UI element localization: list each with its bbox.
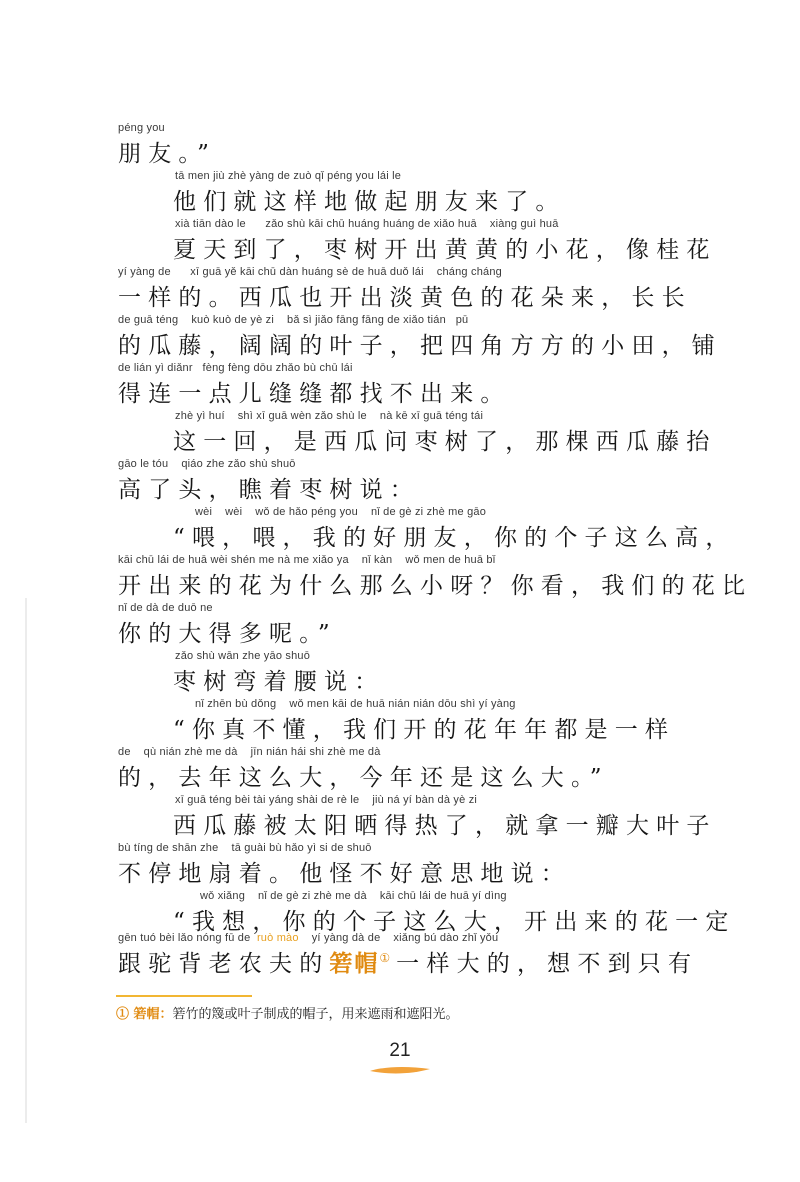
pinyin-row: de lián yì diǎnr fèng fèng dōu zhǎo bù chū lái <box>118 362 353 374</box>
pinyin-row <box>118 932 498 944</box>
hanzi-row: 他们就这样地做起朋友来了。 <box>173 189 566 215</box>
footnote-mark: ① 箬帽： <box>116 1007 173 1022</box>
pinyin-segment: yí yàng dà de xiǎng bú dào zhǐ yǒu <box>311 932 499 944</box>
pinyin-row: wǒ xiǎng nǐ de gè zi zhè me dà kāi chū lái de huā yí dìng <box>200 890 507 902</box>
pinyin-row: nǐ de dà de duō ne <box>118 602 213 614</box>
hanzi-row: 枣树弯着腰说： <box>173 669 385 695</box>
pinyin-row: péng you <box>118 122 165 134</box>
pinyin-row: xī guā téng bèi tài yáng shài de rè le jiù ná yí bàn dà yè zi <box>175 794 478 806</box>
hanzi-row: 西瓜藤被太阳晒得热了，就拿一瓣大叶子 <box>173 813 717 839</box>
footnote-rule <box>116 995 252 997</box>
pinyin-row: de guā téng kuò kuò de yè zi bǎ sì jiǎo fāng fāng de xiǎo tián pū <box>118 314 469 326</box>
pinyin-row: zǎo shù wān zhe yāo shuō <box>175 650 311 662</box>
hanzi-row: 一样的。西瓜也开出淡黄色的花朵来，长长 <box>118 285 692 311</box>
margin-line <box>25 598 27 1123</box>
pinyin-row: nǐ zhēn bù dǒng wǒ men kāi de huā nián nián dōu shì yí yàng <box>195 698 516 710</box>
pinyin-row: kāi chū lái de huā wèi shén me nà me xiǎo ya nǐ kàn wǒ men de huā bǐ <box>118 554 496 566</box>
hanzi-row: 朋友。” <box>118 141 217 167</box>
hanzi-row: 夏天到了，枣树开出黄黄的小花，像桂花 <box>173 237 717 263</box>
pinyin-row: bù tíng de shān zhe tā guài bù hǎo yì si de shuō <box>118 842 372 854</box>
hanzi-segment: 跟驼背老农夫的 <box>118 951 330 977</box>
pinyin-row: xià tiān dào le zǎo shù kāi chū huáng huáng de xiǎo huā xiàng guì huā <box>175 218 559 230</box>
hanzi-row: 开出来的花为什么那么小呀？你看，我们的花比 <box>118 573 753 599</box>
hanzi-row: 得连一点儿缝缝都找不出来。 <box>118 381 511 407</box>
pinyin-row: de qù nián zhè me dà jīn nián hái shi zhè me dà <box>118 746 381 758</box>
annotated-word: 箬帽 <box>329 950 380 977</box>
hanzi-segment: 一样大的，想不到只有 <box>396 951 699 977</box>
pinyin-row: wèi wèi wǒ de hǎo péng you nǐ de gè zi zhè me gāo <box>195 506 487 518</box>
hanzi-row: “喂，喂，我的好朋友，你的个子这么高， <box>173 525 736 551</box>
pinyin-row: gāo le tóu qiáo zhe zǎo shù shuō <box>118 458 296 470</box>
footnote-text: 箬竹的篾或叶子制成的帽子，用来遮雨和遮阳光。 <box>172 1007 459 1022</box>
hanzi-row: 高了头，瞧着枣树说： <box>118 477 420 503</box>
hanzi-row: 你的大得多呢。” <box>118 621 337 647</box>
pinyin-row: tā men jiù zhè yàng de zuò qǐ péng you lái le <box>175 170 402 182</box>
pinyin-highlight: ruò mào <box>256 932 299 944</box>
pinyin-row: yí yàng de xī guā yě kāi chū dàn huáng sè de huā duǒ lái cháng cháng <box>118 266 502 278</box>
page-number: 21 <box>389 1040 411 1061</box>
hanzi-row: “我想，你的个子这么大，开出来的花一定 <box>173 909 736 935</box>
hanzi-row: 这一回，是西瓜问枣树了，那棵西瓜藤抬 <box>173 429 717 455</box>
hanzi-row: “你真不懂，我们开的花年年都是一样 <box>173 717 676 743</box>
page-swoosh-icon <box>368 1063 432 1077</box>
hanzi-row: 的瓜藤，阔阔的叶子，把四角方方的小田，铺 <box>118 333 722 359</box>
pinyin-row: zhè yì huí shì xī guā wèn zǎo shù le nà kē xī guā téng tái <box>175 410 484 422</box>
hanzi-row: 不停地扇着。他怪不好意思地说： <box>118 861 571 887</box>
footnote-ref: ① <box>379 951 391 966</box>
hanzi-row <box>118 945 698 978</box>
footnote <box>116 1003 459 1022</box>
hanzi-row: 的，去年这么大，今年还是这么大。” <box>118 765 609 791</box>
pinyin-segment: gēn tuó bèi lǎo nóng fū de <box>118 932 251 944</box>
